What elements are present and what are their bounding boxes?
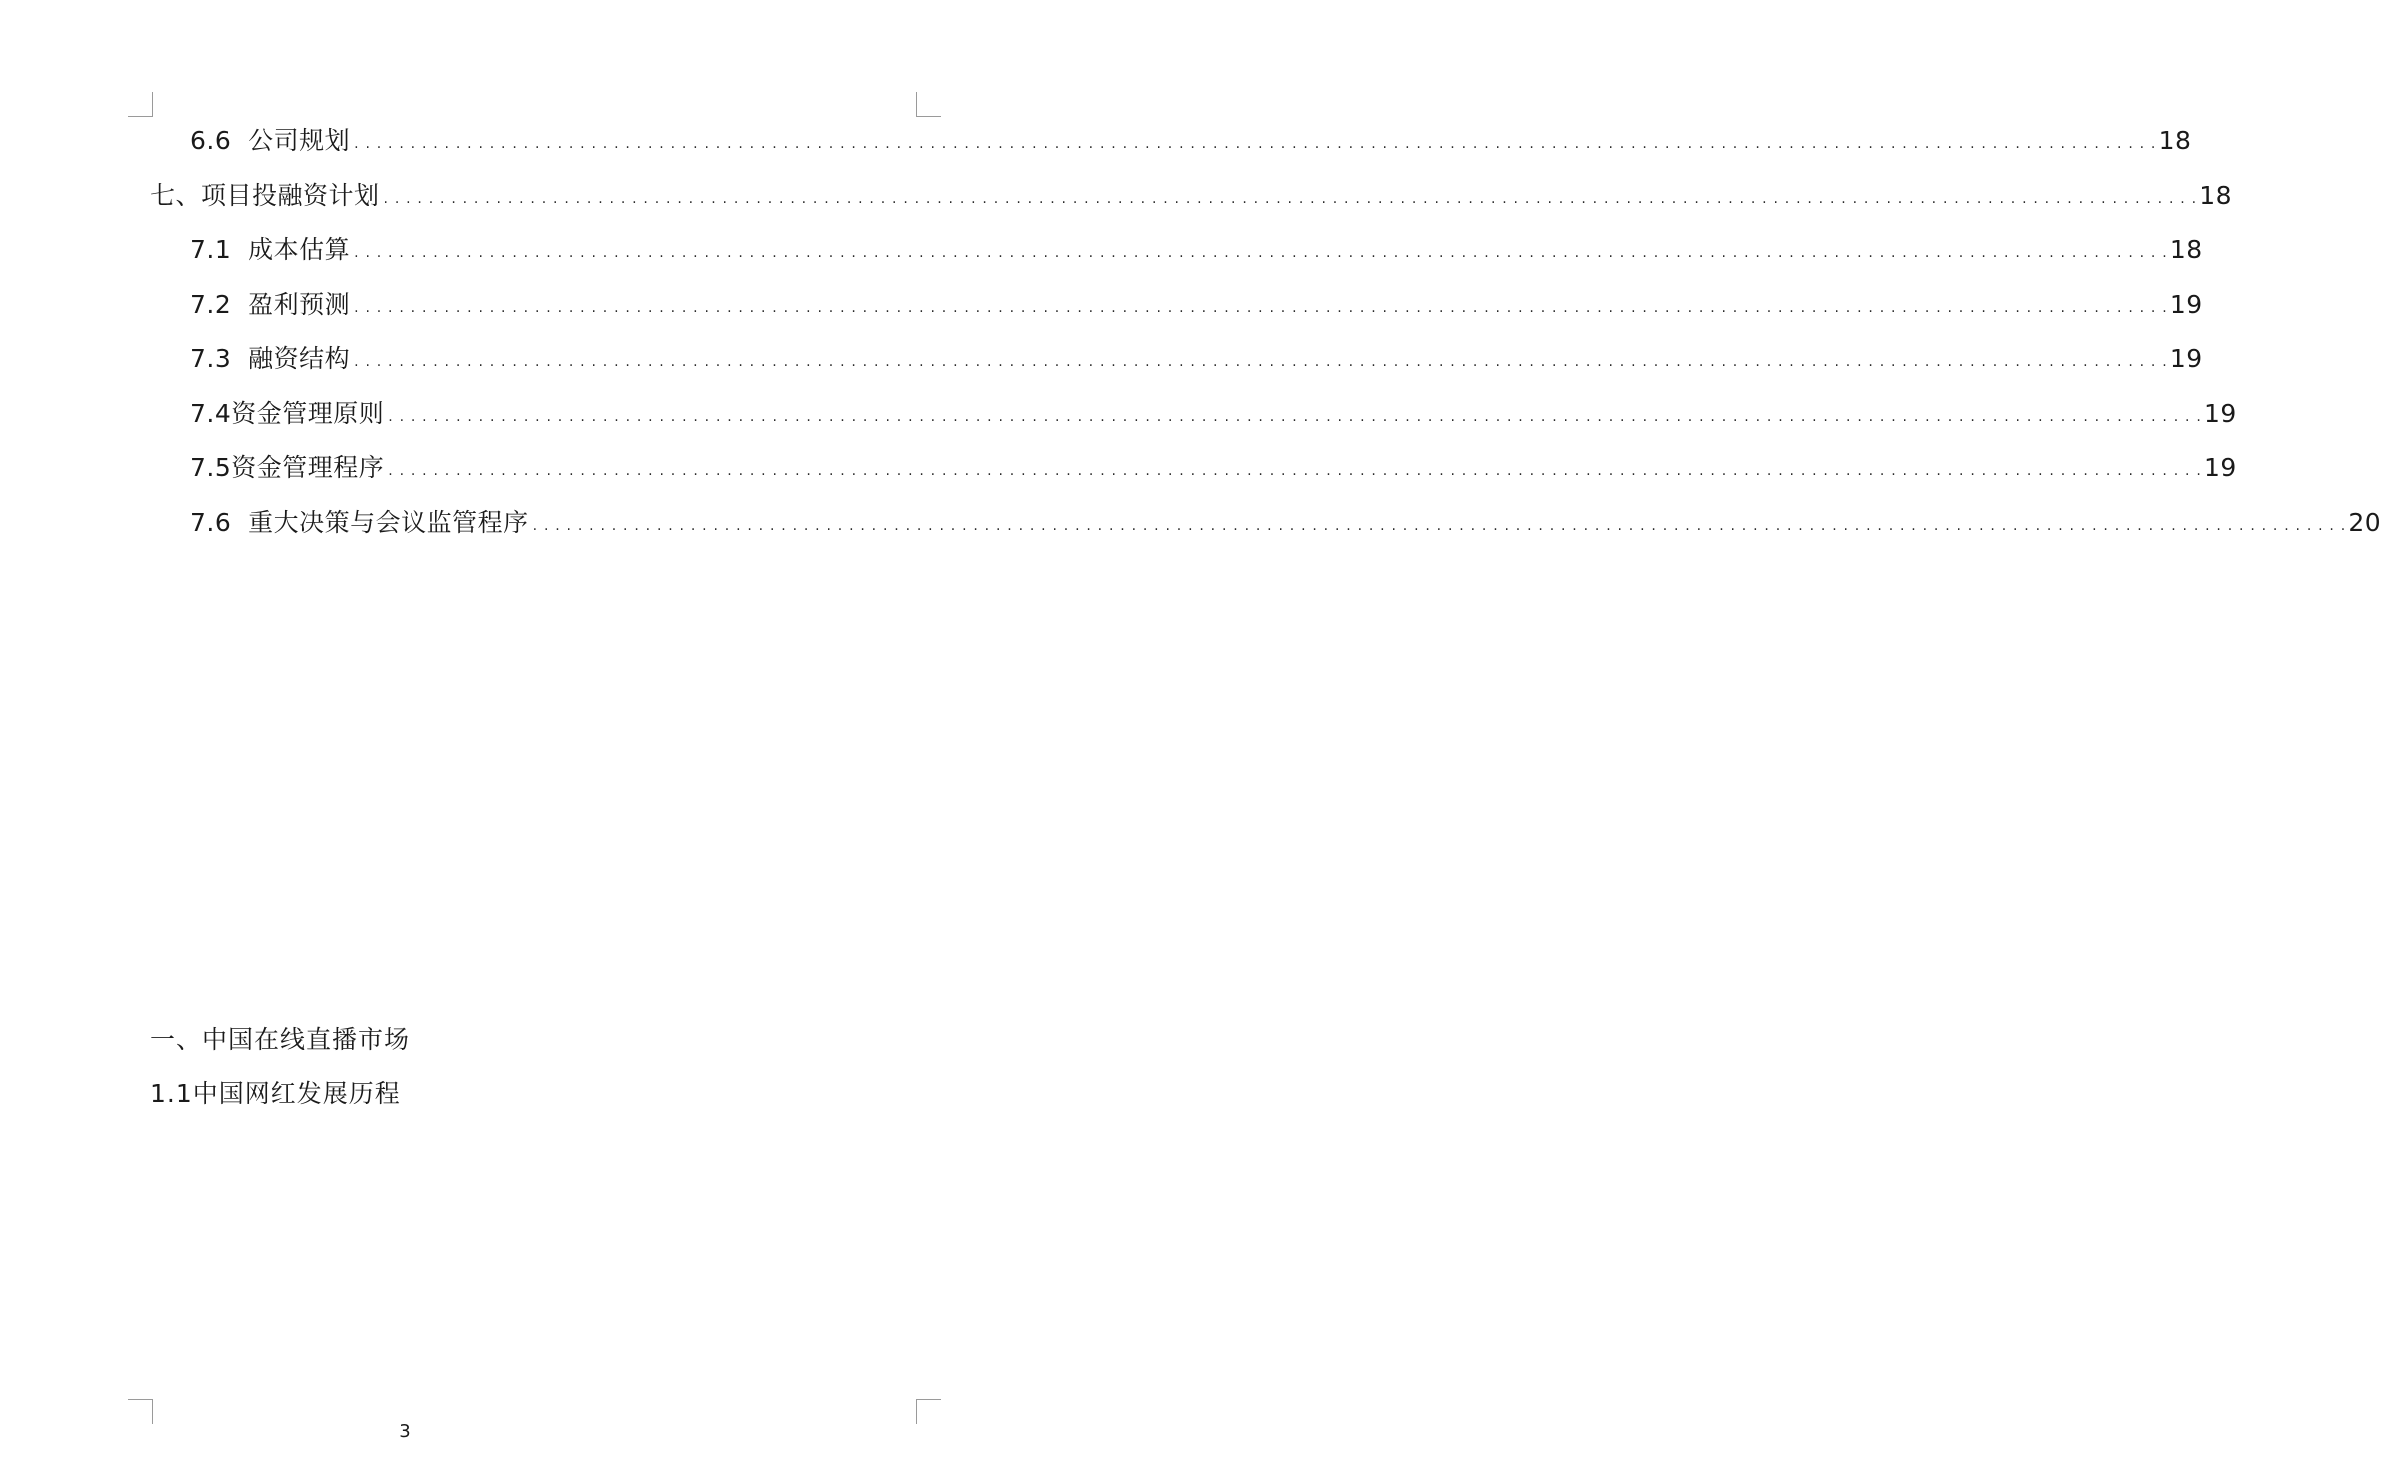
table-of-contents [150,118,2381,554]
page-number: 3 [399,1421,411,1442]
toc-entry-page: 19 [2169,344,2203,373]
toc-entry-page: 19 [2203,398,2237,428]
toc-entry-label: 6.6 公司规划 [190,126,351,155]
crop-mark-bottom-right [916,1399,941,1424]
toc-dot-leader: . . . . . . . . . . . . . . . . . . . . . . . . . . . . . . . . . . . . . . . . . . . . . . . . . . . . . . . . . . . . . . . . . . . . . . . . . . . . . . . . . . . . . . . . . . . . . . . . . . . . . . . . . . . . . . . . . . . . . . . . . . . . . . . . . . . . . . . . . . . . . . . . . . . . . . . . . . . . . . . . . [532,517,2347,534]
toc-entry[interactable] [150,336,2203,391]
section-heading: 一、中国在线直播市场 [150,1025,411,1054]
toc-dot-leader: . . . . . . . . . . . . . . . . . . . . . . . . . . . . . . . . . . . . . . . . . . . . . . . . . . . . . . . . . . . . . . . . . . . . . . . . . . . . . . . . . . . . . . . . . . . . . . . . . . . . . . . . . . . . . . . . . . . . . . . . . . . . . . . . . . . . . . . . . . . . . . . . . . . . . . . . . . . . . . . . . [388,408,2202,425]
toc-dot-leader: . . . . . . . . . . . . . . . . . . . . . . . . . . . . . . . . . . . . . . . . . . . . . . . . . . . . . . . . . . . . . . . . . . . . . . . . . . . . . . . . . . . . . . . . . . . . . . . . . . . . . . . . . . . . . . . . . . . . . . . . . . . . . . . . . . . . . . . . . . . . . . . . . . . . . . . . . . . . . . . . [354,136,2157,152]
toc-entry[interactable] [150,445,2237,500]
toc-entry-page: 19 [2203,453,2237,482]
toc-entry-page: 20 [2348,507,2381,537]
toc-entry-label: 7.1 成本估算 [190,235,351,264]
toc-entry-label: 7.3 融资结构 [190,344,351,373]
toc-entry[interactable] [150,500,2381,555]
toc-entry[interactable] [150,282,2203,337]
toc-dot-leader: . . . . . . . . . . . . . . . . . . . . . . . . . . . . . . . . . . . . . . . . . . . . . . . . . . . . . . . . . . . . . . . . . . . . . . . . . . . . . . . . . . . . . . . . . . . . . . . . . . . . . . . . . . . . . . . . . . . . . . . . . . . . . . . . . . . . . . . . . . . . . . . . . . . . . . . . . . . . . . . . . [354,299,2168,316]
crop-mark-top-right [916,92,941,117]
toc-entry-page: 18 [2199,180,2233,210]
toc-entry-label: 7.5资金管理程序 [190,453,385,482]
toc-entry[interactable] [150,227,2203,282]
toc-entry[interactable] [150,391,2237,446]
toc-entry-label: 7.2 盈利预测 [190,289,351,319]
toc-dot-leader: . . . . . . . . . . . . . . . . . . . . . . . . . . . . . . . . . . . . . . . . . . . . . . . . . . . . . . . . . . . . . . . . . . . . . . . . . . . . . . . . . . . . . . . . . . . . . . . . . . . . . . . . . . . . . . . . . . . . . . . . . . . . . . . . . . . . . . . . . . . . . . . . . . . . . . . . . . . . . . . . . [383,190,2198,207]
toc-dot-leader: . . . . . . . . . . . . . . . . . . . . . . . . . . . . . . . . . . . . . . . . . . . . . . . . . . . . . . . . . . . . . . . . . . . . . . . . . . . . . . . . . . . . . . . . . . . . . . . . . . . . . . . . . . . . . . . . . . . . . . . . . . . . . . . . . . . . . . . . . . . . . . . . . . . . . . . . . . . . . . . . . [354,354,2168,370]
toc-entry[interactable] [150,118,2192,173]
crop-mark-top-left [128,92,153,117]
toc-entry-page: 18 [2169,235,2203,264]
toc-entry-label: 7.4资金管理原则 [190,398,385,428]
toc-dot-leader: . . . . . . . . . . . . . . . . . . . . . . . . . . . . . . . . . . . . . . . . . . . . . . . . . . . . . . . . . . . . . . . . . . . . . . . . . . . . . . . . . . . . . . . . . . . . . . . . . . . . . . . . . . . . . . . . . . . . . . . . . . . . . . . . . . . . . . . . . . . . . . . . . . . . . . . . . . . . . . . . . [388,463,2202,479]
toc-entry-label: 七、项目投融资计划 [150,180,380,210]
crop-mark-bottom-left [128,1399,153,1424]
toc-entry-label: 7.6 重大决策与会议监管程序 [190,507,529,537]
subsection-heading: 1.1中国网红发展历程 [150,1079,401,1108]
toc-dot-leader: . . . . . . . . . . . . . . . . . . . . . . . . . . . . . . . . . . . . . . . . . . . . . . . . . . . . . . . . . . . . . . . . . . . . . . . . . . . . . . . . . . . . . . . . . . . . . . . . . . . . . . . . . . . . . . . . . . . . . . . . . . . . . . . . . . . . . . . . . . . . . . . . . . . . . . . . . . . . . . . . . [354,245,2168,261]
toc-entry-page: 18 [2158,126,2192,155]
toc-entry[interactable] [150,173,2233,228]
toc-entry-page: 19 [2169,289,2203,319]
